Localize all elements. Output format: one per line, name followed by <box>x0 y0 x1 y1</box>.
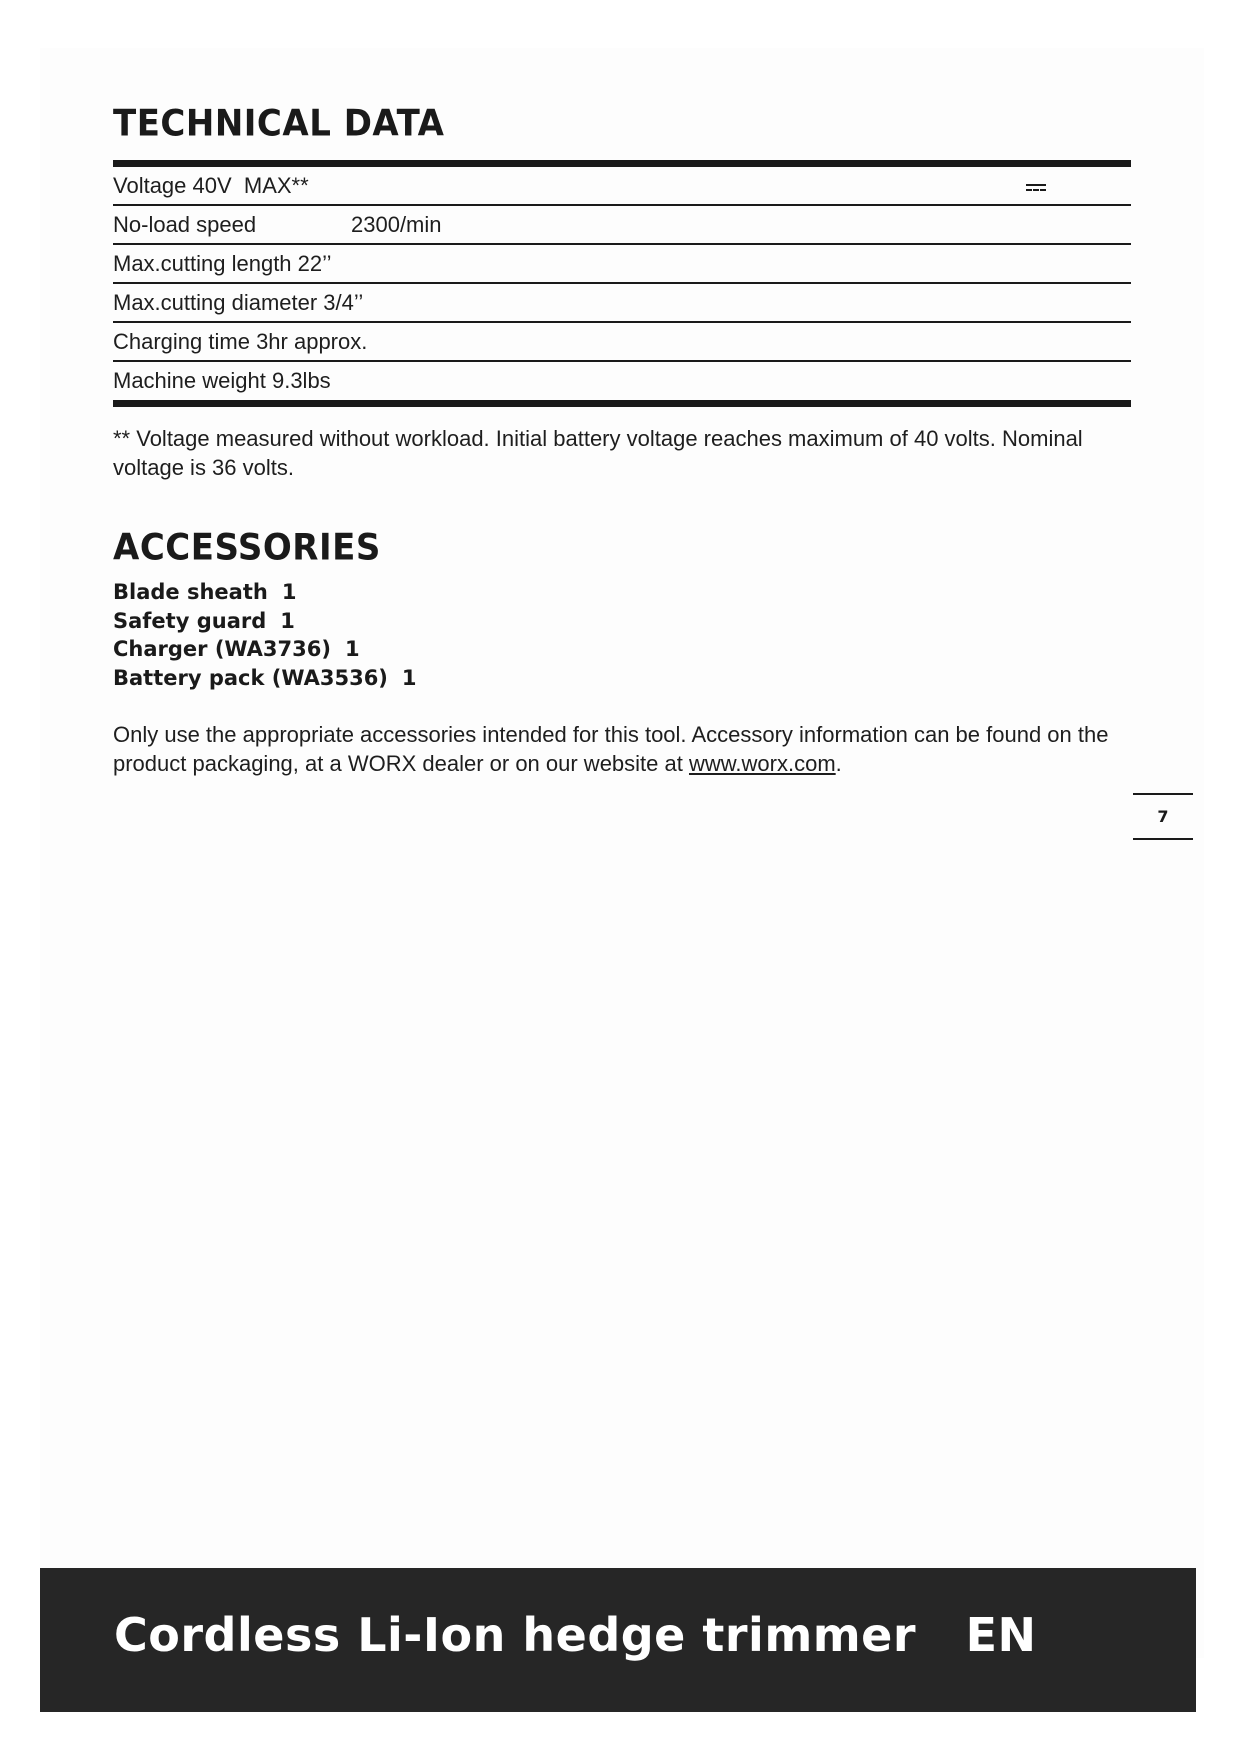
spec-row-machine-weight <box>113 362 1131 400</box>
accessories-note-text: Only use the appropriate accessories intended for this tool. Accessory information can be found on the product packaging, at a WORX dealer or on our website at <box>113 722 1109 776</box>
footer-bar <box>40 1568 1196 1712</box>
spec-label: Max.cutting length 22’’ <box>113 251 332 276</box>
accessory-name: Blade sheath <box>113 580 268 604</box>
dc-current-icon <box>1026 184 1046 194</box>
accessories-note-end: . <box>835 751 842 776</box>
accessory-qty: 1 <box>344 637 360 661</box>
spec-value: 2300/min <box>351 212 442 237</box>
accessory-qty: 1 <box>281 580 297 604</box>
accessories-heading: ACCESSORIES <box>113 526 381 570</box>
technical-data-table <box>113 160 1131 407</box>
spec-row-voltage <box>113 167 1131 206</box>
list-item <box>113 635 417 664</box>
spec-label: No-load speed <box>113 212 257 237</box>
list-item <box>113 578 417 607</box>
accessories-list <box>113 578 417 692</box>
list-item <box>113 607 417 636</box>
voltage-footnote: ** Voltage measured without workload. Initial battery voltage reaches maximum of 40 volts. Nominal voltage is 36 volts. <box>113 426 1083 480</box>
list-item <box>113 664 417 693</box>
spec-row-cutting-length <box>113 245 1131 284</box>
accessories-note <box>113 720 1143 778</box>
accessory-name: Battery pack (WA3536) <box>113 665 388 690</box>
spec-label: Max.cutting diameter 3/4’’ <box>113 290 364 315</box>
spec-row-charging-time <box>113 323 1131 362</box>
spec-label: Machine weight 9.3lbs <box>113 368 331 393</box>
spec-label: Voltage 40V MAX** <box>113 173 309 198</box>
accessory-qty: 1 <box>401 665 417 690</box>
spec-label: Charging time 3hr approx. <box>113 329 368 354</box>
spec-row-no-load-speed <box>113 206 1131 245</box>
accessory-name: Charger (WA3736) <box>113 637 331 661</box>
footer-title: Cordless Li-Ion hedge trimmer EN <box>114 1608 1037 1662</box>
accessory-qty: 1 <box>280 608 295 633</box>
accessory-name: Safety guard <box>113 608 267 633</box>
spec-row-cutting-diameter <box>113 284 1131 323</box>
page-number: 7 <box>1133 793 1193 840</box>
worx-website-link[interactable]: www.worx.com <box>688 751 836 776</box>
technical-data-heading: TECHNICAL DATA <box>113 102 445 146</box>
